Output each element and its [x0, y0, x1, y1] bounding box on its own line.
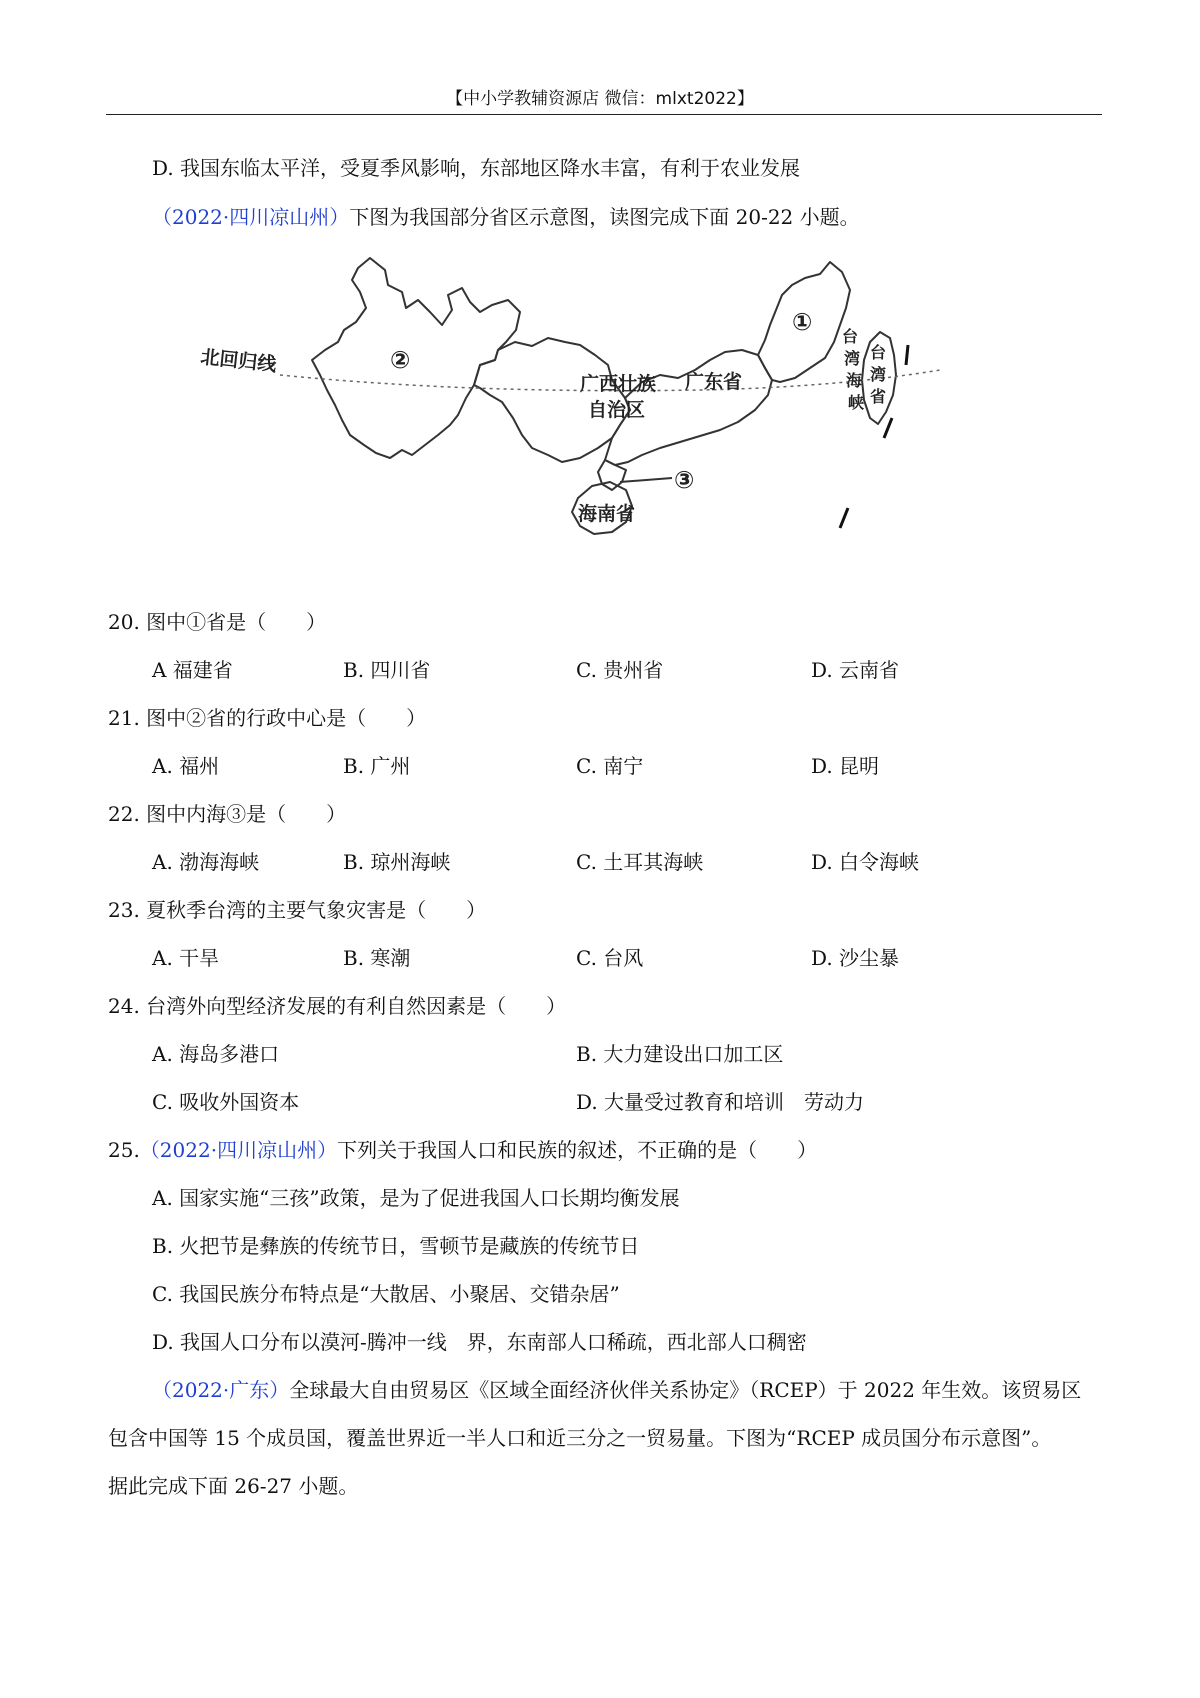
q21-option-c: C. 南宁 [576, 754, 644, 778]
q22-stem: 22. 图中内海③是（ ） [108, 802, 347, 826]
q25-option-c: C. 我国民族分布特点是“大散居、小聚居、交错杂居” [152, 1282, 620, 1306]
strait-label-4: 峡 [848, 393, 865, 412]
marker-2: ② [390, 346, 411, 374]
hainan-label: 海南省 [578, 503, 636, 525]
taiwan-label-3: 省 [870, 387, 887, 406]
header-rule [106, 114, 1102, 115]
q20-option-a: A 福建省 [152, 658, 233, 682]
taiwan-label-1: 台 [870, 343, 887, 362]
strait-label-1: 台 [842, 327, 859, 346]
q22-option-b: B. 琼州海峡 [343, 850, 451, 874]
q25-option-d: D. 我国人口分布以漠河-腾冲一线 界，东南部人口稀疏，西北部人口稠密 [152, 1330, 807, 1354]
q23-option-b: B. 寒潮 [343, 946, 411, 970]
source-tag: （2022·广东） [152, 1378, 290, 1402]
q21-option-a: A. 福州 [152, 754, 220, 778]
q25-stem [108, 1136, 817, 1164]
source-tag: （2022·四川凉山州） [152, 205, 350, 229]
q20-option-b: B. 四川省 [343, 658, 431, 682]
intro-text: 下图为我国部分省区示意图，读图完成下面 20-22 小题。 [349, 205, 860, 229]
q25-option-a: A. 国家实施“三孩”政策，是为了促进我国人口长期均衡发展 [152, 1186, 680, 1210]
province-2-outline [312, 258, 520, 458]
q25-option-b: B. 火把节是彝族的传统节日，雪顿节是藏族的传统节日 [152, 1234, 640, 1258]
intro-text: 全球最大自由贸易区《区域全面经济伙伴关系协定》（RCEP）于 2022 年生效。该贸易区 [289, 1378, 1082, 1402]
q20-option-c: C. 贵州省 [576, 658, 664, 682]
previous-option-d: D. 我国东临太平洋，受夏季风影响，东部地区降水丰富，有利于农业发展 [152, 156, 801, 180]
q24-option-a: A. 海岛多港口 [152, 1042, 280, 1066]
intro-26-27-line-1 [152, 1376, 1081, 1404]
q21-option-d: D. 昆明 [811, 754, 880, 778]
tropic-label: 北回归线 [199, 346, 278, 376]
guangxi-label-1: 广西壮族 [580, 373, 657, 395]
q23-option-a: A. 干旱 [152, 946, 220, 970]
strait-pointer-line [620, 478, 672, 482]
q23-option-d: D. 沙尘暴 [811, 946, 900, 970]
page-header: 【中小学教辅资源店 微信：mlxt2022】 [446, 89, 754, 109]
intro-20-22 [152, 203, 860, 231]
guangxi-label-2: 自治区 [588, 399, 646, 421]
province-map [180, 250, 1020, 585]
q21-stem: 21. 图中②省的行政中心是（ ） [108, 706, 427, 730]
q22-option-d: D. 白令海峡 [811, 850, 920, 874]
leizhou-peninsula [598, 460, 626, 490]
q25-text: 下列关于我国人口和民族的叙述，不正确的是（ ） [337, 1138, 818, 1162]
marker-3: ③ [674, 466, 695, 494]
strait-label-2: 湾 [844, 349, 861, 368]
q23-stem: 23. 夏秋季台湾的主要气象灾害是（ ） [108, 898, 487, 922]
intro-26-27-line-2: 包含中国等 15 个成员国，覆盖世界近一半人口和近三分之一贸易量。下图为“RCEP 成员国分布示意图”。 [108, 1426, 1052, 1450]
q24-option-c: C. 吸收外国资本 [152, 1090, 300, 1114]
q25-number: 25. [108, 1138, 140, 1162]
q23-option-c: C. 台风 [576, 946, 644, 970]
q20-stem: 20. 图中①省是（ ） [108, 610, 327, 634]
q22-option-c: C. 土耳其海峡 [576, 850, 704, 874]
intro-26-27-line-3: 据此完成下面 26-27 小题。 [108, 1474, 359, 1498]
guangdong-label: 广东省 [685, 371, 743, 393]
source-tag: （2022·四川凉山州） [139, 1138, 338, 1162]
q21-option-b: B. 广州 [343, 754, 411, 778]
strait-label-3: 海 [846, 371, 863, 390]
taiwan-label-2: 湾 [870, 365, 887, 384]
q24-stem: 24. 台湾外向型经济发展的有利自然因素是（ ） [108, 994, 567, 1018]
marker-1: ① [792, 308, 813, 336]
q20-option-d: D. 云南省 [811, 658, 900, 682]
q24-option-d: D. 大量受过教育和培训 劳动力 [576, 1090, 865, 1114]
q22-option-a: A. 渤海海峡 [152, 850, 260, 874]
q24-option-b: B. 大力建设出口加工区 [576, 1042, 784, 1066]
